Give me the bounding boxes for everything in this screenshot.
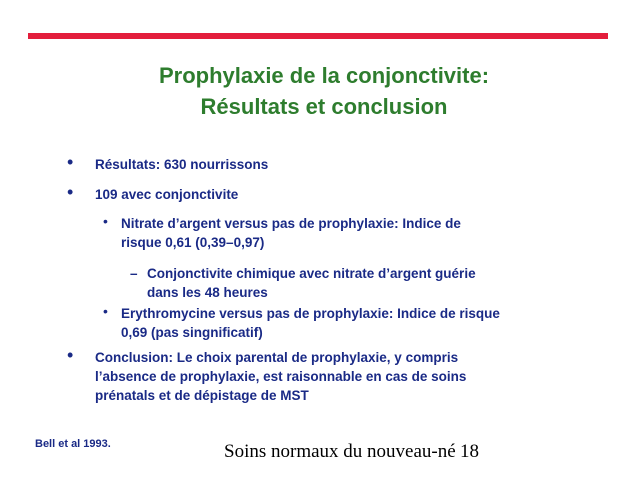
slide-title-line1: Prophylaxie de la conjonctivite: <box>158 63 490 88</box>
bullet-conclusion <box>95 348 565 405</box>
slide-footer: Soins normaux du nouveau-né <box>224 441 456 462</box>
bullet-chemical-line1: Conjonctivite chimique avec nitrate d’argent guérie <box>147 266 476 281</box>
bullet-silver-nitrate <box>121 214 591 252</box>
bullet-erythromycin-line2: 0,69 (pas singnificatif) <box>121 325 263 340</box>
page-number: 18 <box>460 441 479 462</box>
bullet-silver-nitrate-line2: risque 0,61 (0,39–0,97) <box>121 235 265 250</box>
bullet-conclusion-line2: l’absence de prophylaxie, est raisonnable en cas de soins <box>95 369 467 384</box>
top-accent-bar <box>28 33 608 39</box>
bullet-conclusion-line1: Conclusion: Le choix parental de prophylaxie, y compris <box>95 350 459 365</box>
bullet-dot: • <box>103 213 108 229</box>
bullet-conclusion-line3: prénatals et de dépistage de MST <box>95 388 309 403</box>
bullet-dot: • <box>67 182 74 202</box>
dash-marker: – <box>130 266 138 281</box>
bullet-erythromycin <box>121 304 591 342</box>
slide-title-line2: Résultats et conclusion <box>200 94 448 119</box>
bullet-conjunctivitis-count: 109 avec conjonctivite <box>95 187 239 202</box>
bullet-chemical-conjunctivitis <box>147 264 587 302</box>
bullet-silver-nitrate-line1: Nitrate d’argent versus pas de prophylaxie: Indice de <box>121 216 461 231</box>
bullet-results: Résultats: 630 nourrissons <box>95 157 269 172</box>
bullet-chemical-line2: dans les 48 heures <box>147 285 268 300</box>
bullet-dot: • <box>67 152 74 172</box>
bullet-dot: • <box>103 303 108 319</box>
citation: Bell et al 1993. <box>35 438 111 450</box>
bullet-erythromycin-line1: Erythromycine versus pas de prophylaxie: Indice de risque <box>121 306 500 321</box>
bullet-dot: • <box>67 345 74 365</box>
